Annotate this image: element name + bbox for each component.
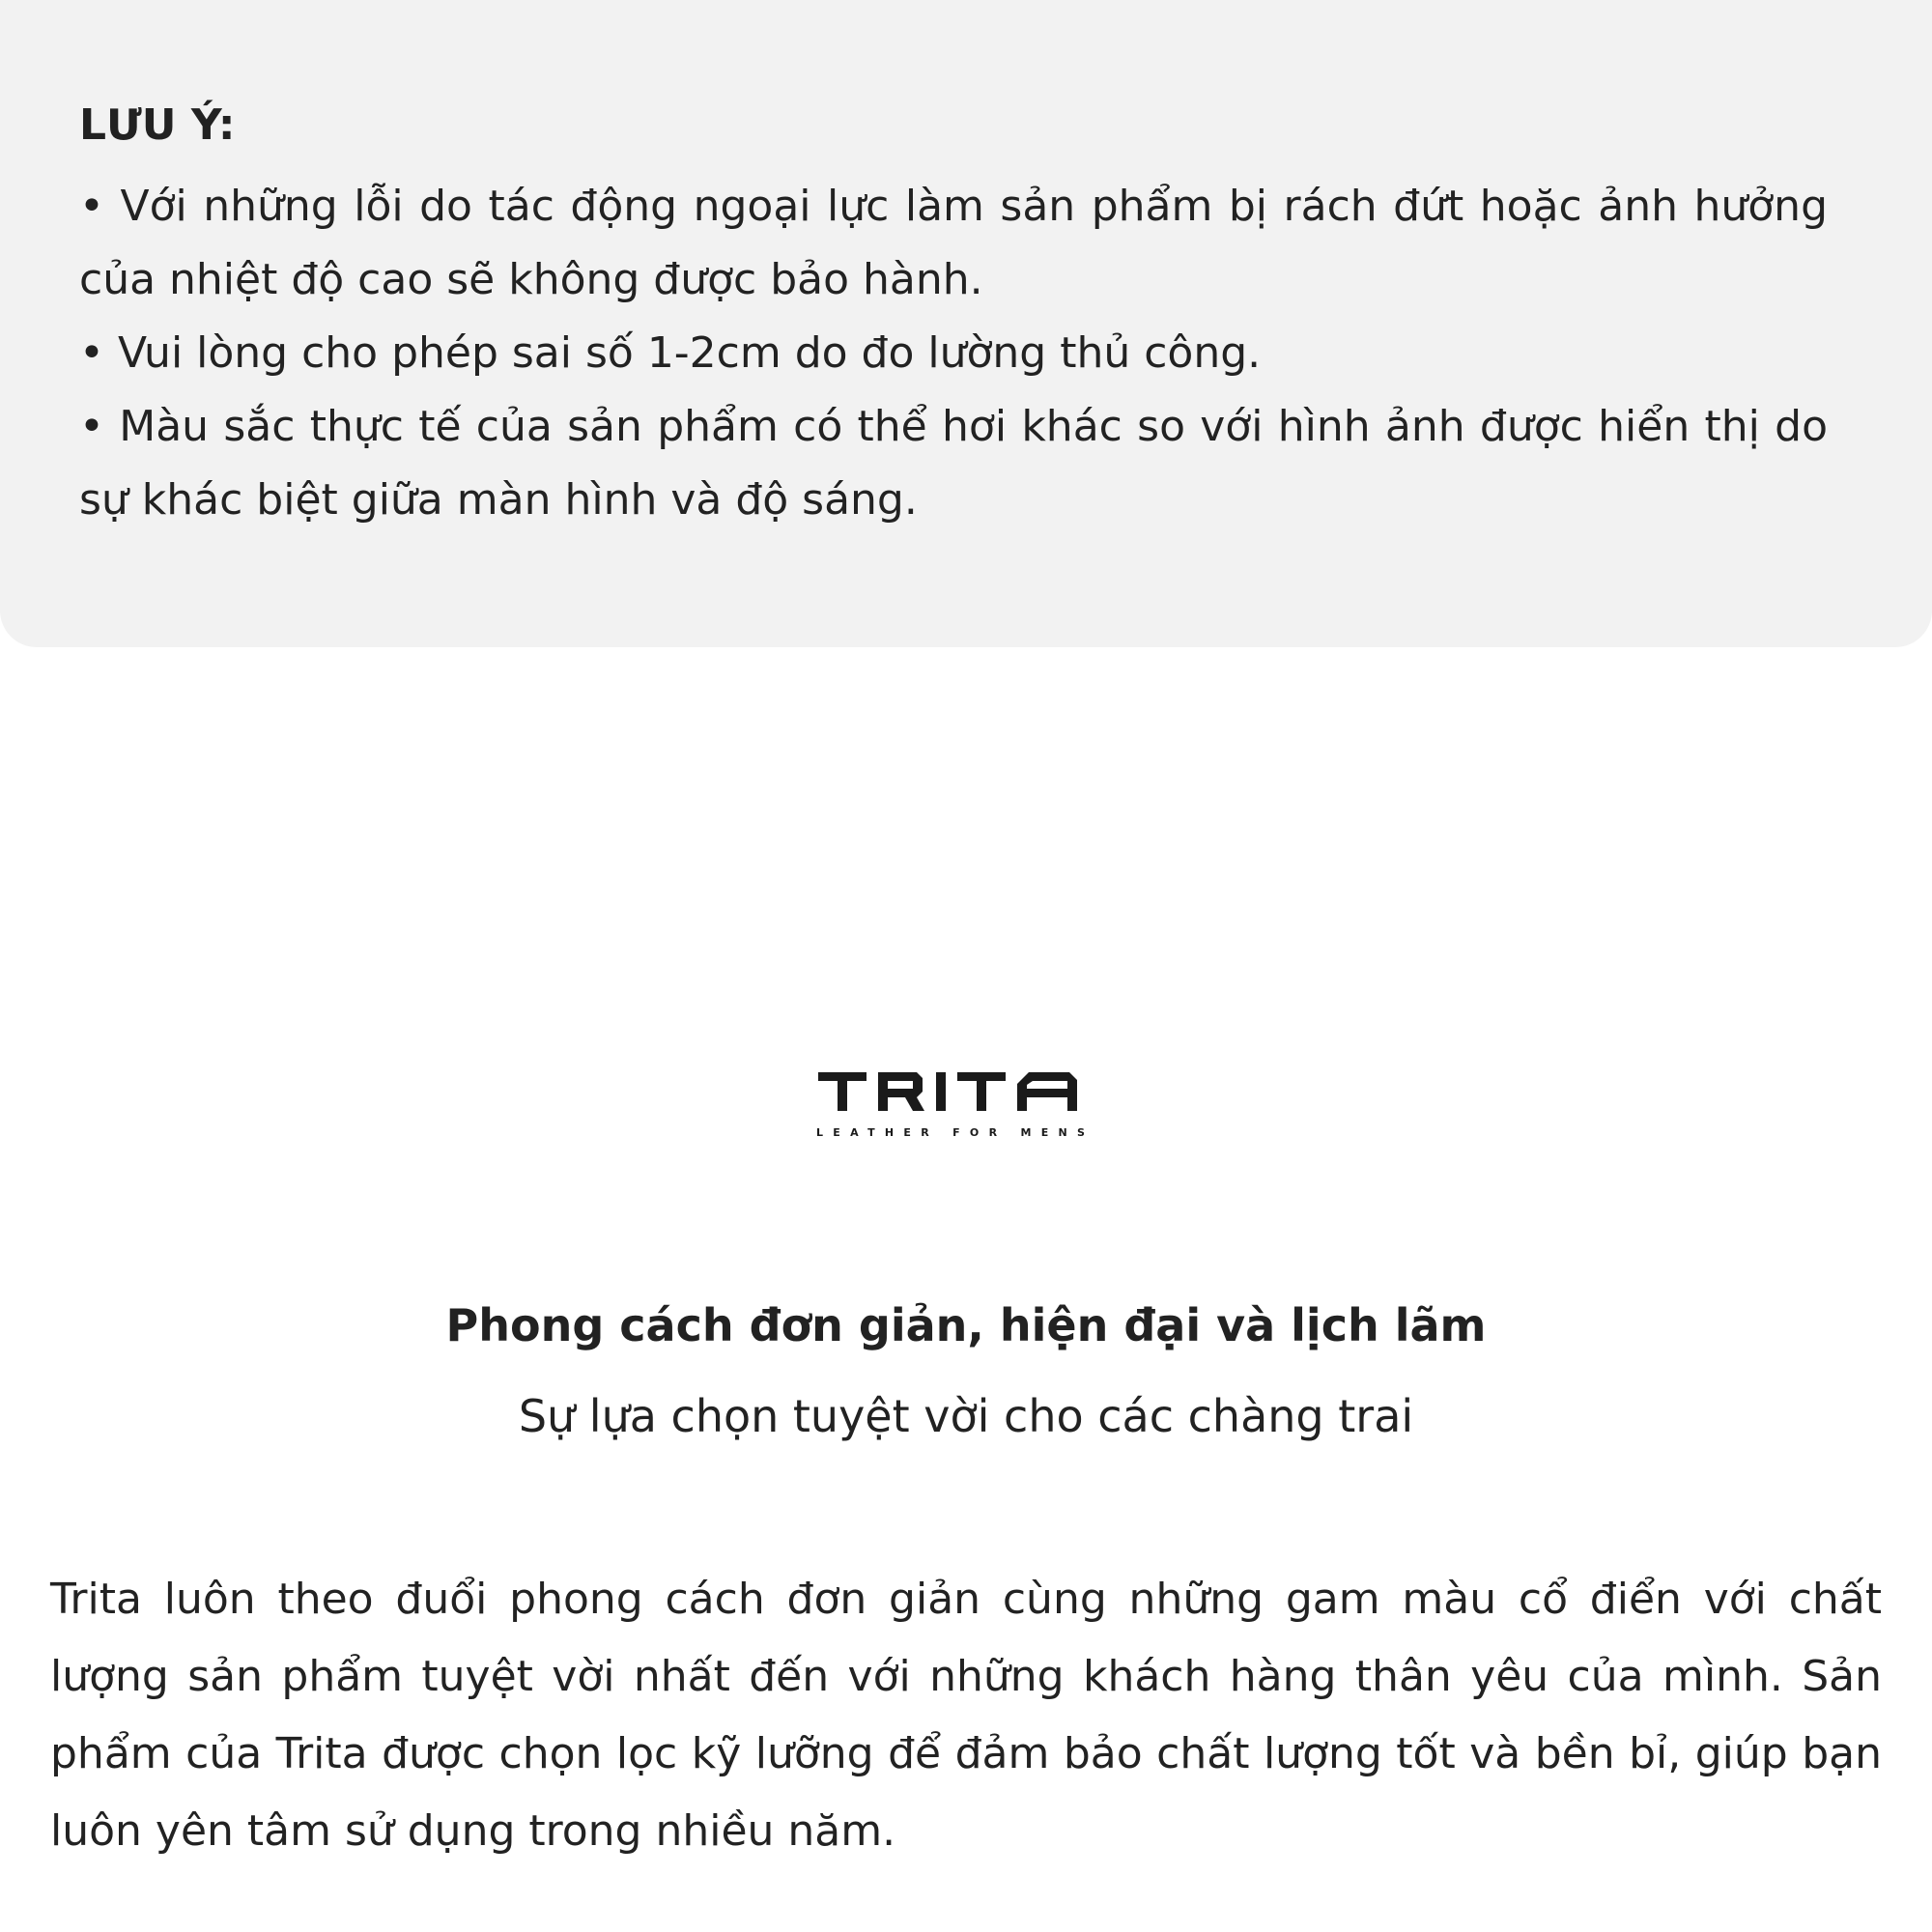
note-box [0, 0, 1932, 647]
note-item-damage: • Với những lỗi do tác động ngoại lực làm sản phẩm bị rách đứt hoặc ảnh hưởng của nhiệt độ cao sẽ không được bảo hành. [79, 182, 1828, 304]
note-item-color: • Màu sắc thực tế của sản phẩm có thể hơi khác so với hình ảnh được hiển thị do sự khác biệt giữa màn hình và độ sáng. [79, 402, 1828, 525]
trita-logo-mark [816, 1070, 1116, 1140]
note-item-measurement: • Vui lòng cho phép sai số 1-2cm do đo lường thủ công. [79, 328, 1262, 378]
note-title: LƯU Ý: [79, 100, 236, 150]
logo-subtitle: LEATHER FOR MENS [816, 1126, 1095, 1139]
tagline-subtitle: Sự lựa chọn tuyệt vời cho các chàng trai [518, 1390, 1414, 1442]
tagline [0, 1294, 1932, 1447]
about-paragraph: Trita luôn theo đuổi phong cách đơn giản cùng những gam màu cổ điển với chất lượng sản phẩm tuyệt vời nhất đến với những khách hàng thân yêu của mình. Sản phẩm của Trita được chọn lọc kỹ lưỡng để đảm bảo chất lượng tốt và bền bỉ, giúp bạn luôn yên tâm sử dụng trong nhiều năm. [50, 1575, 1882, 1856]
tagline-title: Phong cách đơn giản, hiện đại và lịch lãm [445, 1299, 1487, 1351]
brand-logo [0, 1070, 1932, 1140]
